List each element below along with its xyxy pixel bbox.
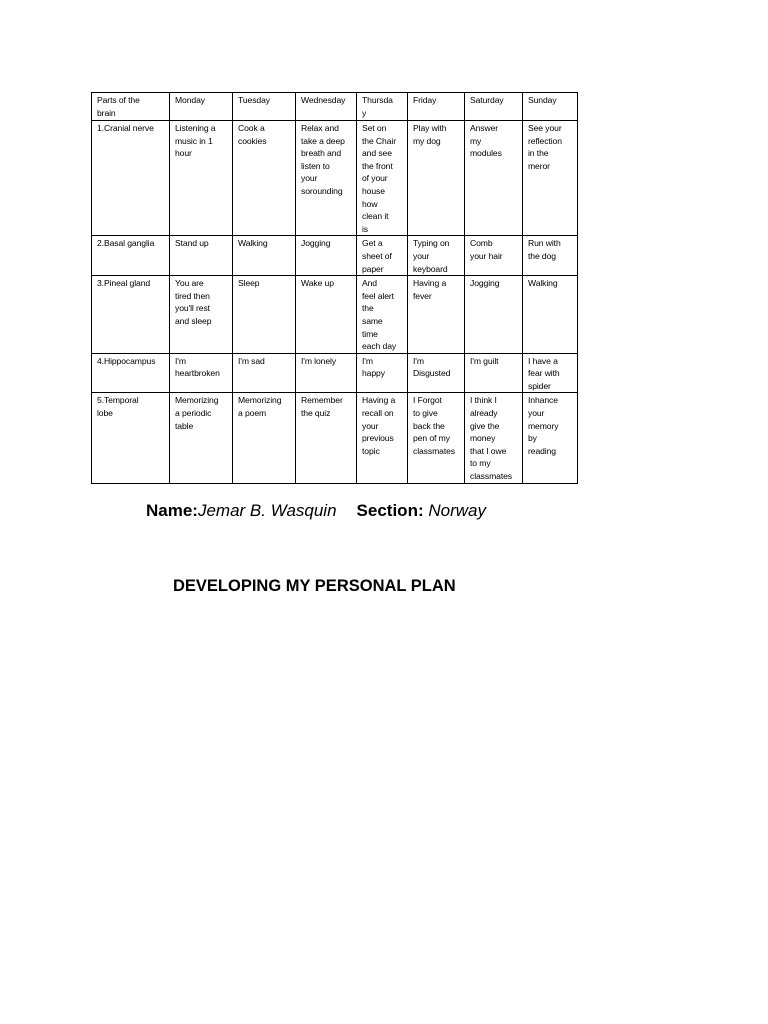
- table-cell: I Forgot to give back the pen of my classmates: [408, 393, 465, 483]
- table-cell: I think I already give the money that I owe to my classmates: [465, 393, 523, 483]
- header-cell: Friday: [408, 93, 465, 121]
- table-cell: 4.Hippocampus: [92, 353, 170, 393]
- table-cell: Set on the Chair and see the front of your house how clean it is: [357, 121, 408, 236]
- table-cell: Having a recall on your previous topic: [357, 393, 408, 483]
- section-label: Section:: [356, 501, 424, 520]
- table-cell: Jogging: [465, 276, 523, 354]
- table-cell: Having a fever: [408, 276, 465, 354]
- table-row: [92, 276, 578, 354]
- header-cell: Monday: [170, 93, 233, 121]
- table-cell: I'm lonely: [296, 353, 357, 393]
- table-cell: Typing on your keyboard: [408, 236, 465, 276]
- table-cell: 1.Cranial nerve: [92, 121, 170, 236]
- table-cell: Get a sheet of paper: [357, 236, 408, 276]
- table-cell: Inhance your memory by reading: [523, 393, 578, 483]
- table-cell: 3.Pineal gland: [92, 276, 170, 354]
- table-cell: I'm happy: [357, 353, 408, 393]
- table-cell: Listening a music in 1 hour: [170, 121, 233, 236]
- table-cell: Remember the quiz: [296, 393, 357, 483]
- table-cell: Comb your hair: [465, 236, 523, 276]
- table-cell: Walking: [523, 276, 578, 354]
- header-cell: Tuesday: [233, 93, 296, 121]
- table-cell: Play with my dog: [408, 121, 465, 236]
- name-label: Name:: [146, 501, 198, 520]
- table-cell: See your reflection in the meror: [523, 121, 578, 236]
- table-cell: 2.Basal ganglia: [92, 236, 170, 276]
- header-cell: Sunday: [523, 93, 578, 121]
- header-cell: Parts of the brain: [92, 93, 170, 121]
- table-cell: I'm heartbroken: [170, 353, 233, 393]
- header-cell: Thursda y: [357, 93, 408, 121]
- table-cell: And feel alert the same time each day: [357, 276, 408, 354]
- table-cell: Walking: [233, 236, 296, 276]
- table-cell: 5.Temporal lobe: [92, 393, 170, 483]
- table-cell: You are tired then you'll rest and sleep: [170, 276, 233, 354]
- table-cell: I'm Disgusted: [408, 353, 465, 393]
- table-row: [92, 353, 578, 393]
- table-cell: Wake up: [296, 276, 357, 354]
- table-cell: Memorizing a periodic table: [170, 393, 233, 483]
- table-cell: Stand up: [170, 236, 233, 276]
- table-cell: Answer my modules: [465, 121, 523, 236]
- table-cell: I have a fear with spider: [523, 353, 578, 393]
- name-value: Jemar B. Wasquin: [197, 501, 337, 520]
- table-cell: Cook a cookies: [233, 121, 296, 236]
- student-info-line: [146, 501, 486, 521]
- table-row: [92, 121, 578, 236]
- table-header-row: [92, 93, 578, 121]
- table-cell: Relax and take a deep breath and listen to your sorounding: [296, 121, 357, 236]
- header-cell: Wednesday: [296, 93, 357, 121]
- table-cell: I'm guilt: [465, 353, 523, 393]
- table-cell: I'm sad: [233, 353, 296, 393]
- table-cell: Jogging: [296, 236, 357, 276]
- table-cell: Memorizing a poem: [233, 393, 296, 483]
- header-cell: Saturday: [465, 93, 523, 121]
- table-row: [92, 236, 578, 276]
- table-row: [92, 393, 578, 483]
- page-title: DEVELOPING MY PERSONAL PLAN: [173, 577, 456, 595]
- weekly-plan-table: [91, 92, 578, 484]
- table-cell: Sleep: [233, 276, 296, 354]
- table-cell: Run with the dog: [523, 236, 578, 276]
- section-value: Norway: [423, 501, 486, 520]
